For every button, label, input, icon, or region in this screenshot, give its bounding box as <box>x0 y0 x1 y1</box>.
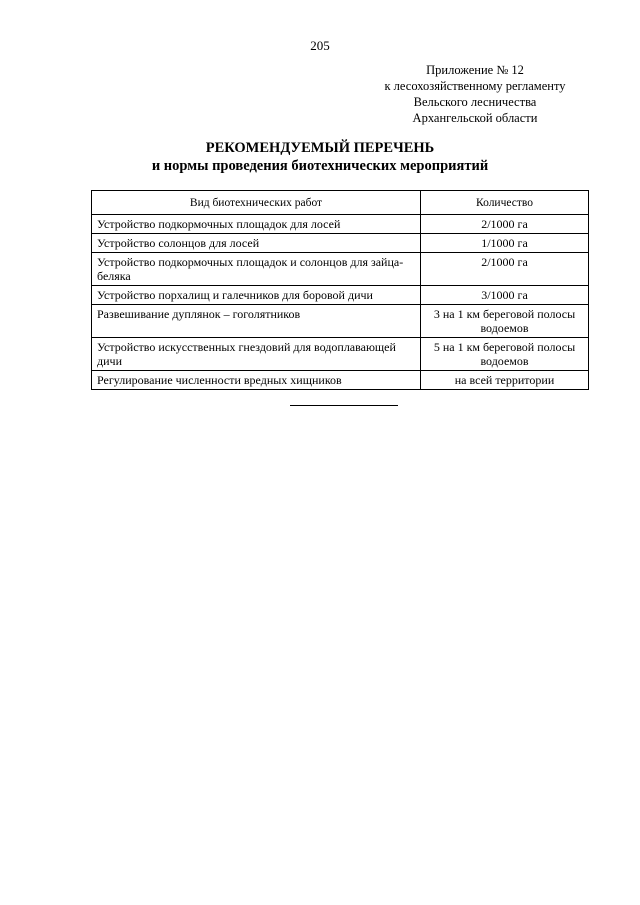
title-line-1: РЕКОМЕНДУЕМЫЙ ПЕРЕЧЕНЬ <box>205 140 435 156</box>
table-row <box>92 338 589 371</box>
quantity-cell: 3/1000 га <box>421 286 589 305</box>
work-cell: Устройство порхалищ и галечников для боровой дичи <box>92 286 421 305</box>
quantity-cell: 2/1000 га <box>421 215 589 234</box>
appendix-header <box>360 62 590 126</box>
quantity-cell: 1/1000 га <box>421 234 589 253</box>
work-cell: Развешивание дуплянок – гоголятников <box>92 305 421 338</box>
document-title <box>0 139 640 175</box>
biotechnical-measures-table <box>91 190 589 390</box>
appendix-line: Вельского лесничества <box>413 95 537 109</box>
column-header-work: Вид биотехнических работ <box>92 191 421 215</box>
column-header-quantity: Количество <box>421 191 589 215</box>
table-row <box>92 305 589 338</box>
table-row <box>92 286 589 305</box>
end-divider <box>290 405 398 406</box>
table-row <box>92 215 589 234</box>
title-line-2: и нормы проведения биотехнических мероприятий <box>151 158 489 174</box>
appendix-line: Приложение № 12 <box>426 63 524 77</box>
work-cell: Устройство подкормочных площадок для лосей <box>92 215 421 234</box>
table-header-row <box>92 191 589 215</box>
quantity-cell: 3 на 1 км береговой полосы водоемов <box>421 305 589 338</box>
table-row <box>92 234 589 253</box>
work-cell: Устройство подкормочных площадок и солонцов для зайца-беляка <box>92 253 421 286</box>
table-row <box>92 253 589 286</box>
quantity-cell: 5 на 1 км береговой полосы водоемов <box>421 338 589 371</box>
work-cell: Устройство искусственных гнездовий для водоплавающей дичи <box>92 338 421 371</box>
appendix-line: Архангельской области <box>412 111 538 125</box>
appendix-line: к лесохозяйственному регламенту <box>384 79 566 93</box>
work-cell: Регулирование численности вредных хищников <box>92 371 421 390</box>
table-row <box>92 371 589 390</box>
page-number: 205 <box>310 38 330 53</box>
quantity-cell: на всей территории <box>421 371 589 390</box>
quantity-cell: 2/1000 га <box>421 253 589 286</box>
work-cell: Устройство солонцов для лосей <box>92 234 421 253</box>
